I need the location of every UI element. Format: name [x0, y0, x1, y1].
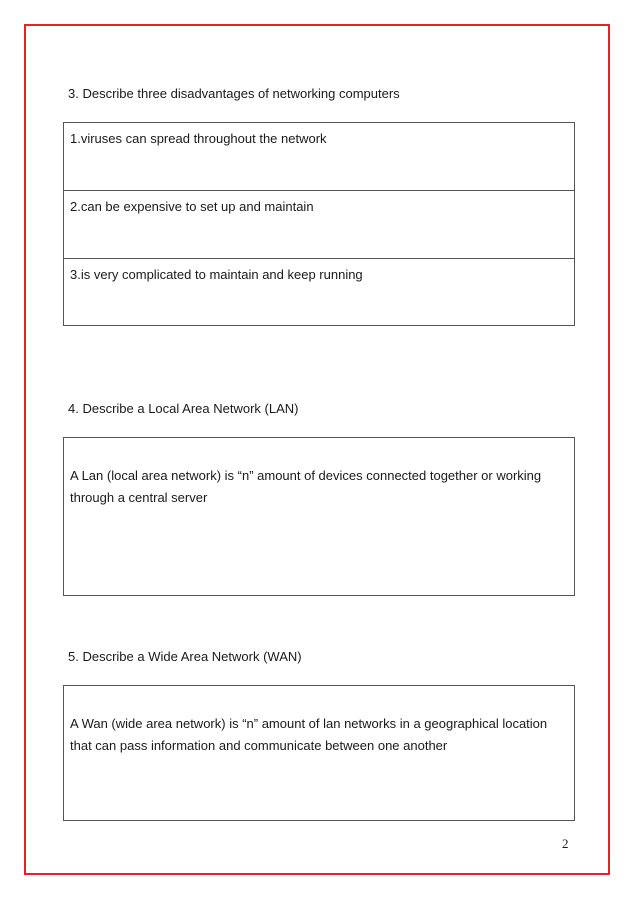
page-number: 2	[562, 836, 569, 851]
answer-row-1	[64, 123, 574, 191]
question-5-heading: 5. Describe a Wide Area Network (WAN)	[68, 649, 302, 664]
question-4-heading: 4. Describe a Local Area Network (LAN)	[68, 401, 299, 416]
question-5-answer-box	[63, 685, 575, 821]
question-3-answer-table	[63, 122, 575, 326]
answer-row-3-text: 3.is very complicated to maintain and keep running	[70, 267, 363, 282]
answer-row-2-text: 2.can be expensive to set up and maintain	[70, 199, 314, 214]
question-3-heading: 3. Describe three disadvantages of networking computers	[68, 86, 400, 101]
answer-row-2	[64, 191, 574, 259]
question-4-answer-text: A Lan (local area network) is “n” amount of devices connected together or working through a central server	[70, 468, 542, 505]
answer-row-1-text: 1.viruses can spread throughout the network	[70, 131, 327, 146]
question-4-answer-box	[63, 437, 575, 596]
question-5-answer-text: A Wan (wide area network) is “n” amount of lan networks in a geographical location that can pass information and communicate between one another	[70, 716, 548, 753]
answer-row-3	[64, 259, 574, 325]
